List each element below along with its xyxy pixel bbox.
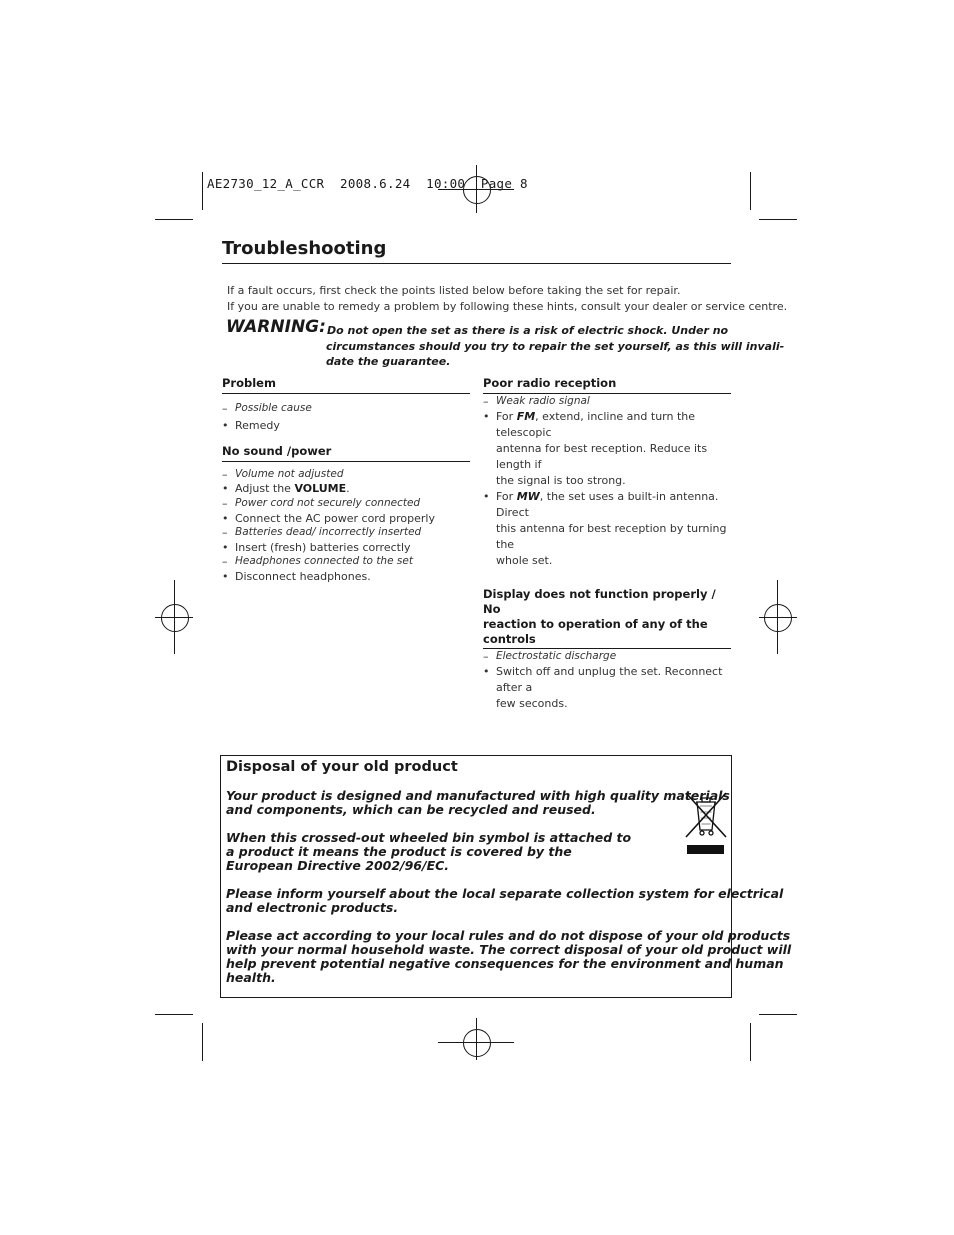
remedy-text (235, 482, 350, 495)
dash-marker: – (483, 395, 489, 408)
cause-text: Volume not adjusted (235, 468, 344, 480)
registration-mark-icon (476, 1018, 477, 1060)
mw-keyword: MW (516, 490, 540, 503)
list-item (222, 482, 470, 495)
section-heading-line: reaction to operation of any of the controls (483, 617, 708, 646)
section-heading: Poor radio reception (483, 376, 617, 390)
registration-mark-icon (463, 1029, 491, 1057)
fm-keyword: FM (516, 410, 536, 423)
list-item (483, 664, 731, 712)
right-column (483, 376, 731, 712)
remedy-text: , the set uses a built-in antenna. Direct (496, 490, 719, 519)
remedy-text (496, 489, 731, 569)
remedy-text: antenna for best reception. Reduce its length if (496, 442, 708, 471)
warning-text: Do not open the set as there is a risk of electric shock. Under no (327, 324, 729, 337)
section-heading-line: Display does not function properly / No (483, 587, 716, 616)
disposal-line: Please act according to your local rules and do not dispose of your old products (226, 928, 791, 943)
warning-text: circumstances should you try to repair the set yourself, as this will invali- (326, 340, 785, 353)
disposal-line: with your normal household waste. The correct disposal of your old product will (226, 942, 792, 957)
disposal-line: European Directive 2002/96/EC. (226, 858, 450, 873)
remedy-text: Connect the AC power cord properly (235, 512, 435, 525)
bullet-marker: • (222, 541, 229, 554)
list-item (222, 419, 470, 432)
disposal-line: and electronic products. (226, 900, 399, 915)
dash-marker: – (222, 526, 228, 539)
crossed-out-wheeled-bin-icon (684, 790, 728, 840)
volume-keyword: VOLUME (294, 482, 347, 495)
remedy-text: Remedy (235, 419, 280, 432)
remedy-text: For (496, 490, 517, 503)
list-item (222, 468, 470, 481)
warning-text: date the guarantee. (326, 355, 451, 368)
remedy-text: the signal is too strong. (496, 474, 626, 487)
warning-label: WARNING: (226, 317, 326, 337)
registration-mark-icon (764, 604, 792, 632)
remedy-text: Insert (fresh) batteries correctly (235, 541, 411, 554)
list-item (483, 395, 731, 408)
crop-mark (155, 1014, 193, 1015)
bullet-marker: • (222, 512, 229, 525)
cause-text: Possible cause (235, 402, 312, 414)
cause-text: Weak radio signal (496, 395, 590, 407)
section-rule (222, 393, 470, 394)
disposal-paragraph (226, 789, 730, 817)
crop-mark (155, 219, 193, 220)
bin-symbol-bar (687, 845, 724, 854)
registration-mark-icon (174, 580, 175, 654)
dash-marker: – (222, 497, 228, 510)
crop-mark (759, 1014, 797, 1015)
cause-text: Headphones connected to the set (235, 555, 413, 567)
list-item (483, 409, 731, 489)
section-rule (483, 393, 731, 394)
left-column (222, 376, 470, 583)
disposal-paragraph (226, 929, 791, 985)
remedy-text: . (346, 482, 350, 495)
disposal-line: Your product is designed and manufactured with high quality materials (226, 788, 730, 803)
remedy-text: few seconds. (496, 697, 568, 710)
dash-marker: – (222, 402, 228, 415)
cause-text: Electrostatic discharge (496, 650, 617, 662)
bullet-marker: • (483, 410, 490, 423)
list-item (222, 555, 470, 568)
list-item (222, 512, 470, 525)
dash-marker: – (222, 468, 228, 481)
remedy-text: , extend, incline and turn the telescopic (496, 410, 696, 439)
remedy-text: Disconnect headphones. (235, 570, 371, 583)
crop-mark (750, 172, 751, 210)
remedy-text (496, 409, 731, 489)
section-heading: No sound /power (222, 444, 332, 458)
cause-text: Power cord not securely connected (235, 497, 421, 509)
crop-mark (759, 219, 797, 220)
crop-mark (750, 1023, 751, 1061)
cause-text: Batteries dead/ incorrectly inserted (235, 526, 422, 538)
remedy-text (496, 664, 731, 712)
remedy-text: Switch off and unplug the set. Reconnect after a (496, 665, 723, 694)
registration-mark-icon (759, 617, 797, 618)
disposal-line: When this crossed-out wheeled bin symbol is attached to (226, 830, 632, 845)
list-item (222, 570, 470, 583)
list-item (483, 650, 731, 663)
list-item (222, 541, 470, 554)
list-item (222, 497, 470, 510)
legend-heading: Problem (222, 376, 276, 390)
crop-mark (202, 1023, 203, 1061)
crop-mark (202, 172, 203, 210)
bullet-marker: • (483, 490, 490, 503)
dash-marker: – (483, 650, 489, 663)
registration-mark-icon (777, 580, 778, 654)
section-heading (483, 587, 731, 647)
disposal-title: Disposal of your old product (226, 759, 458, 775)
bullet-marker: • (222, 482, 229, 495)
list-item (483, 489, 731, 569)
remedy-text: For (496, 410, 517, 423)
dash-marker: – (222, 555, 228, 568)
disposal-line: Please inform yourself about the local separate collection system for electrical (226, 886, 784, 901)
remedy-text: Adjust the (235, 482, 295, 495)
disposal-line: help prevent potential negative consequences for the environment and human (226, 956, 784, 971)
bullet-marker: • (222, 570, 229, 583)
disposal-paragraph (226, 831, 631, 873)
disposal-line: health. (226, 970, 276, 985)
print-slug: AE2730_12_A_CCR 2008.6.24 10:00 Page 8 (207, 176, 528, 191)
disposal-paragraph (226, 887, 783, 915)
list-item (222, 526, 470, 539)
section-rule (483, 648, 731, 649)
bullet-marker: • (222, 419, 229, 432)
remedy-text: this antenna for best reception by turning the (496, 522, 727, 551)
title-rule (222, 263, 731, 264)
intro-line: If a fault occurs, first check the points listed below before taking the set for repair. (227, 284, 681, 297)
intro-line: If you are unable to remedy a problem by following these hints, consult your dealer or service centre. (227, 300, 788, 313)
disposal-line: and components, which can be recycled and reused. (226, 802, 596, 817)
section-rule (222, 461, 470, 462)
list-item (222, 402, 470, 415)
bullet-marker: • (483, 665, 490, 678)
remedy-text: whole set. (496, 554, 553, 567)
registration-mark-icon (161, 604, 189, 632)
disposal-line: a product it means the product is covered by the (226, 844, 572, 859)
page-title: Troubleshooting (222, 238, 387, 259)
